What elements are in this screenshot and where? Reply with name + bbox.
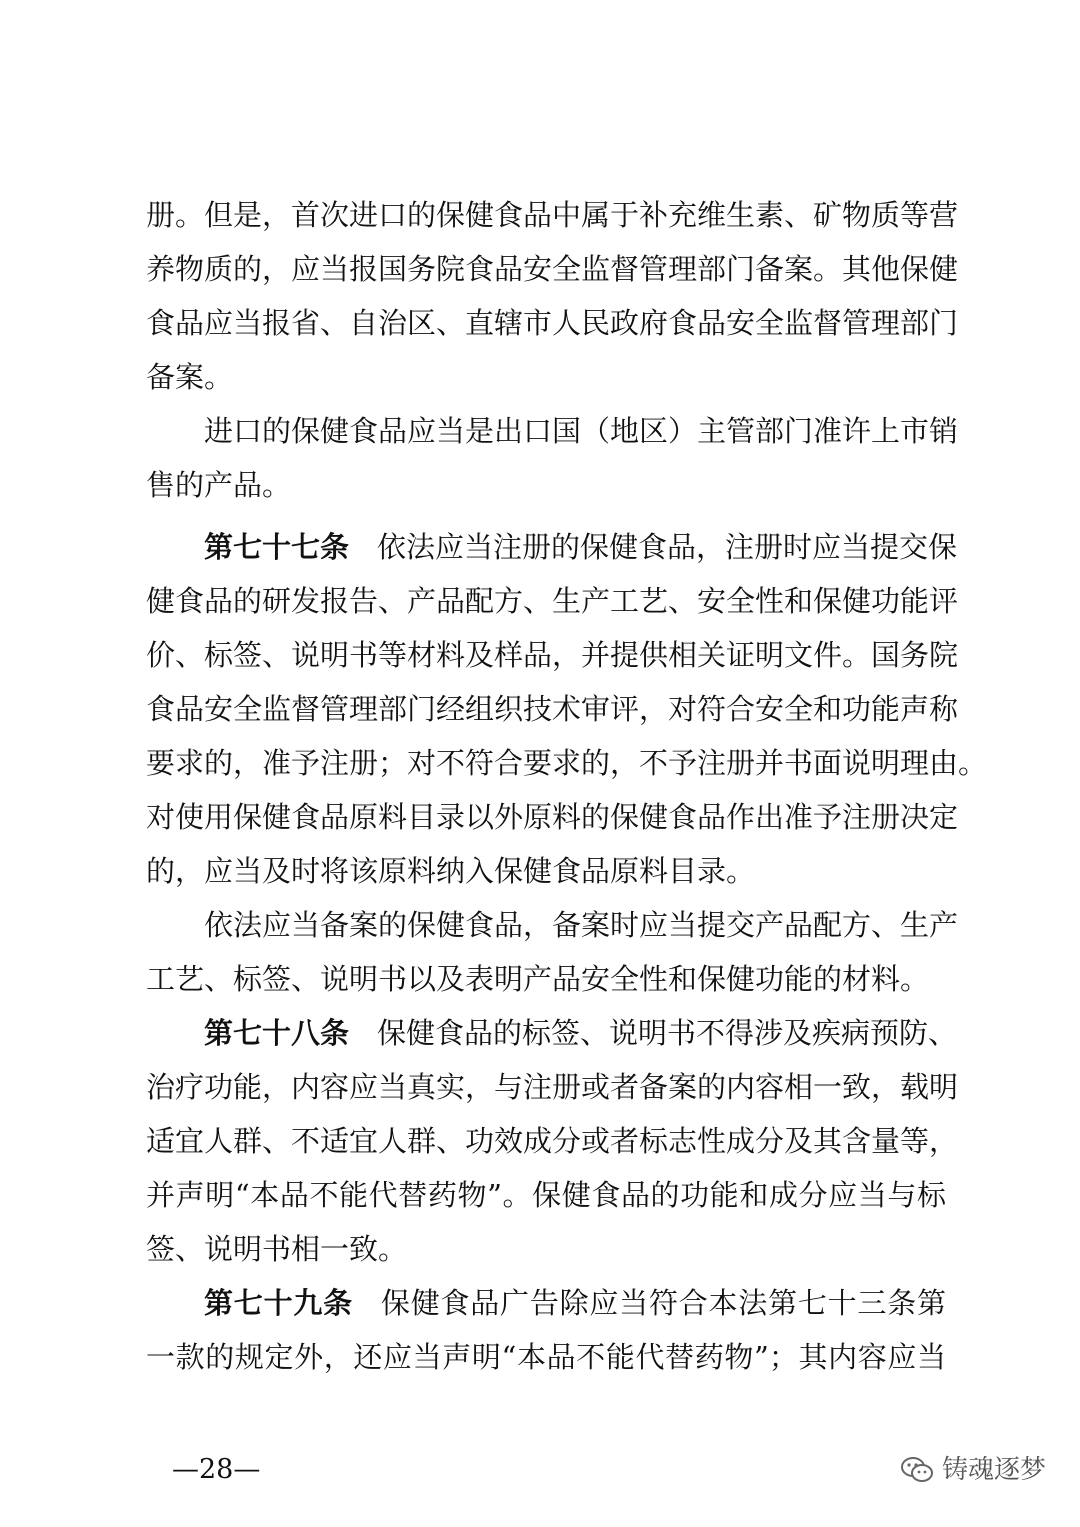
text-line: 册。但是，首次进口的保健食品中属于补充维生素、矿物质等营: [146, 198, 959, 232]
text-line: 治疗功能，内容应当真实，与注册或者备案的内容相一致，载明: [146, 1070, 959, 1104]
text-line: 食品安全监督管理部门经组织技术审评，对符合安全和功能声称: [146, 692, 959, 726]
text-line: 售的产品。: [146, 468, 292, 502]
text-line: 养物质的，应当报国务院食品安全监督管理部门备案。其他保健: [146, 252, 959, 286]
text-line: 适宜人群、不适宜人群、功效成分或者标志性成分及其含量等，: [146, 1124, 959, 1158]
document-body: [146, 188, 988, 1384]
text-line: 依法应当注册的保健食品，注册时应当提交保: [377, 530, 958, 564]
article-heading: 第七十八条: [204, 1016, 350, 1050]
text-line: 的，应当及时将该原料纳入保健食品原料目录。: [146, 854, 756, 888]
text-line: 保健食品的标签、说明书不得涉及疾病预防、: [377, 1016, 958, 1050]
text-line: 对使用保健食品原料目录以外原料的保健食品作出准予注册决定: [146, 800, 959, 834]
text-line: 保健食品广告除应当符合本法第七十三条第: [380, 1286, 946, 1320]
text-line: 并声明“本品不能代替药物”。保健食品的功能和成分应当与标: [146, 1178, 946, 1212]
text-line: 签、说明书相一致。: [146, 1232, 408, 1266]
watermark-text: 铸魂逐梦: [941, 1455, 1046, 1485]
article-79-first-line: [146, 1276, 946, 1330]
watermark: [900, 1450, 1046, 1490]
wechat-icon: [900, 1455, 934, 1485]
text-line: 依法应当备案的保健食品，备案时应当提交产品配方、生产: [204, 908, 959, 942]
text-line: 健食品的研发报告、产品配方、生产工艺、安全性和保健功能评: [146, 584, 959, 618]
text-line: 工艺、标签、说明书以及表明产品安全性和保健功能的材料。: [146, 962, 930, 996]
article-77-first-line: [146, 520, 958, 574]
article-heading: 第七十九条: [204, 1286, 353, 1320]
text-line: 要求的，准予注册；对不符合要求的，不予注册并书面说明理由。: [146, 746, 988, 780]
page-number: —28—: [172, 1454, 261, 1485]
text-line: 价、标签、说明书等材料及样品，并提供相关证明文件。国务院: [146, 638, 959, 672]
article-heading: 第七十七条: [204, 530, 350, 564]
text-line: 进口的保健食品应当是出口国（地区）主管部门准许上市销: [204, 414, 959, 448]
text-line: 备案。: [146, 360, 234, 394]
text-line: 一款的规定外，还应当声明“本品不能代替药物”；其内容应当: [146, 1340, 946, 1374]
article-78-first-line: [146, 1006, 958, 1060]
text-line: 食品应当报省、自治区、直辖市人民政府食品安全监督管理部门: [146, 306, 959, 340]
